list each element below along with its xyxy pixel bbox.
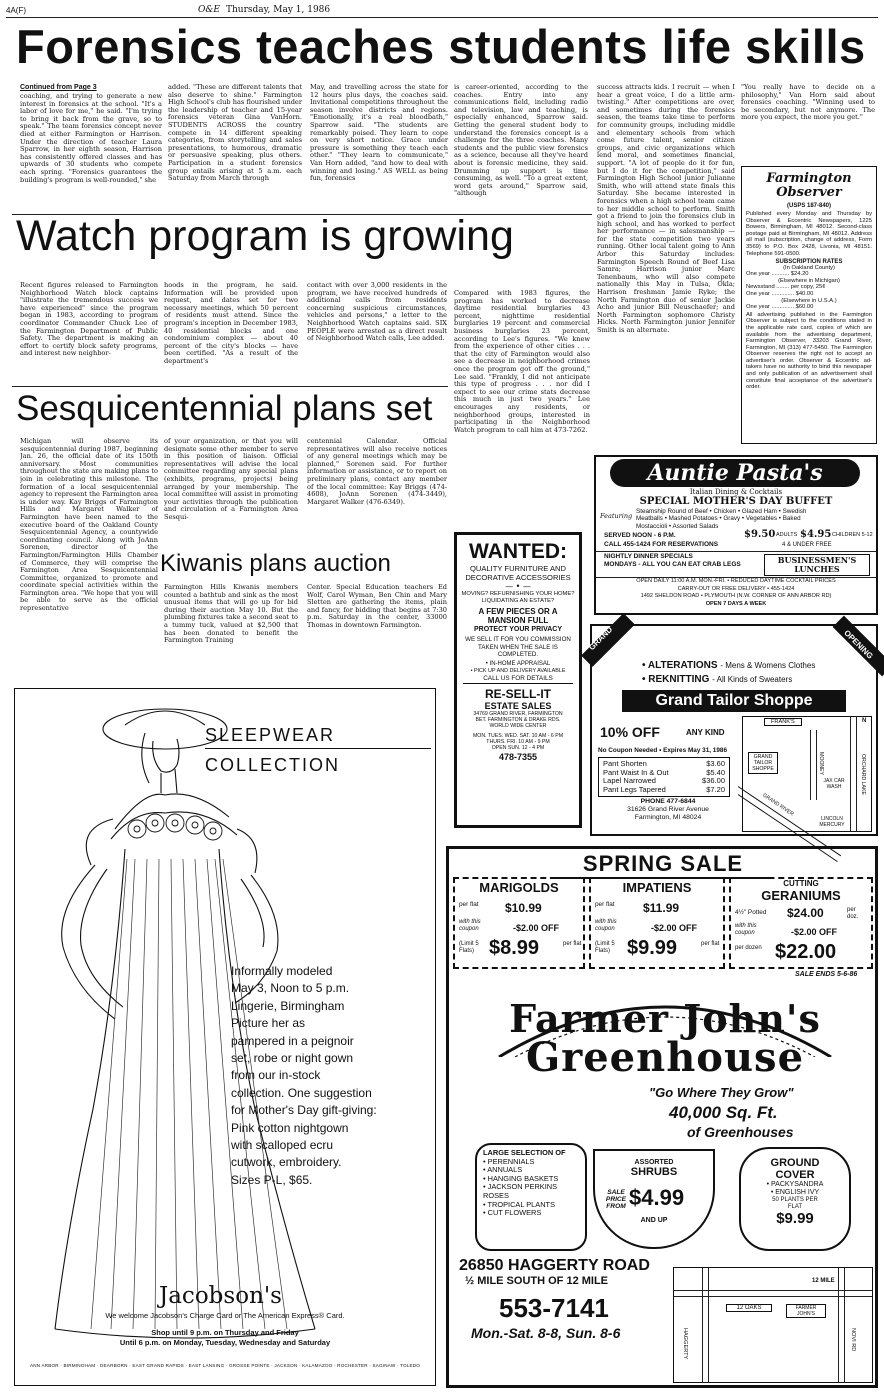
kiwanis-col-1: Farmington Hills Kiwanis members counted a bathtub and sink as the most unusual items that will go up for bid during their auction May 10. But the plumbing fixtures take a second seat to a tummy tuck, valued at $2,500 that has been donated to benefit the Farmington Training — [164, 584, 298, 645]
children-label: CHILDREN 5-12 — [832, 532, 873, 538]
price-row: Pant Shorten $3.60 — [603, 759, 725, 768]
grand-tailor-ad — [587, 624, 878, 836]
child-price: $4.95 — [800, 529, 832, 540]
resellit-world: WORLD WIDE CENTER — [489, 723, 547, 730]
tailor-off: 10% OFF — [600, 724, 660, 740]
map-shop: GRAND TAILOR SHOPPE — [748, 752, 778, 774]
farmer-johns-name: Farmer John's — [509, 996, 821, 1041]
tailor-contact: PHONE 477-6844 31626 Grand River Avenue Farmington, MI 48024 — [627, 798, 709, 821]
resellit-hours-3: OPEN SUN. 12 - 4 PM — [491, 745, 545, 752]
sesqui-col-2: of your organization, or that you will designate some other member to serve in this position of liaison. Official representatives will advise the local committee regarding any special plans (exhibits, programs, projects) being arranged by your membership. The local committee will assist in promoting your activities through the publication and circulation of a Farmington Area Sesqui- — [164, 438, 298, 521]
forensics-col-4: is career-oriented, according to the coaches. Entry into any communications field, including radio and television, law and teaching, is especially enhanced, Sparrow said. Getting the general student body to understand the forensics concept is a challenge for the three coaches. Many students and the public view forensics as a science, because all they've heard about is forensic medicine, they said. Drumming up support is time consuming, as well. "To a great extent, word gets around," Sparrow said, "although — [454, 84, 588, 198]
farm-map — [673, 1267, 873, 1383]
forensics-headline: Forensics teaches students life skills — [16, 20, 866, 73]
jacobsons-ad — [14, 688, 436, 1386]
watch-col-3: contact with over 3,000 residents in the program, we have received hundreds of additional calls from residents concerning suspicious circumstances, vehicles and persons," a letter to the Neighborhood Watch captains said. SIX PEOPLE were arrested as a direct result of Neighborhood Watch calls, Lee added. — [307, 282, 447, 343]
jacobsons-copy: Informally modeled May 3, Noon to 5 p.m. Lingerie, Birmingham Picture her as pampered in a peignoir set, robe or night gown from our in-stock collection. One suggestion for Mother's Day gift-giving: Pink cotton nightgown with scalloped ecru cutwork, embroidery. Sizes P-L, $65. — [231, 964, 377, 1187]
watch-headline: Watch program is growing — [16, 212, 514, 260]
auntie-biz: BUSINESSMEN'S LUNCHES — [764, 554, 870, 576]
wanted-ad: WANTED: QUALITY FURNITURE AND DECORATIVE ACCESSORIES — • — MOVING? REFURNISHING YOUR HOME? LIQUIDATING AN ESTATE? A FEW PIECES OR A MANSION FULL PROTECT YOUR PRIVACY WE SELL IT FOR YOU COMMISSION TAKEN WHEN THE SALE IS COMPLETED. • IN-HOME APPRAISAL • PICK UP AND DELIVERY AVAILABLE CALL US FOR DETAILS RE-SELL-IT ESTATE SALES 34769 GRAND RIVER, FARMINGTON BET. FARMINGTON & DRAKE RDS. WORLD WIDE CENTER MON. TUES. WED. SAT. 10 AM - 6 PM THURS. FRI. 10 AM - 9 PM OPEN SUN. 12 - 4 PM 478-7355 — [454, 532, 582, 828]
map-12-oaks: 12 OAKS — [726, 1304, 772, 1312]
auntie-call: CALL 455-1424 FOR RESERVATIONS — [604, 541, 719, 548]
continued-note: Continued from Page 3 — [20, 84, 97, 91]
tailor-map — [742, 716, 872, 832]
sale-ends: SALE ENDS 5-6-86 — [795, 971, 858, 978]
page-folio: 4A(F) — [6, 6, 26, 15]
observer-usps: (USPS 187-840) — [786, 203, 832, 209]
resellit-addr: 34769 GRAND RIVER, FARMINGTON — [473, 710, 563, 717]
auntie-pastas-ad — [594, 455, 878, 615]
kiwanis-headline: Kiwanis plans auction — [160, 550, 391, 577]
farmer-johns-ad — [446, 846, 878, 1388]
tailor-alterations: • ALTERATIONS - Mens & Womens Clothes — [642, 660, 816, 671]
coupon-marigolds: MARIGOLDS per flat $10.99 with this coupon -$2.00 OFF (Limit 5 Flats) $8.99 per flat — [453, 877, 585, 969]
greenhouse-name: Greenhouse — [525, 1034, 805, 1081]
rate-2: Newsstand ........ per copy, 25¢ — [746, 284, 826, 291]
auntie-name: Auntie Pasta's — [647, 460, 823, 486]
map-haggerty: HAGGERTY — [682, 1328, 688, 1360]
auntie-under: 4 & UNDER FREE — [782, 542, 832, 548]
wanted-few: A FEW PIECES OR A MANSION FULL — [478, 607, 558, 626]
jacobsons-hours-1: Shop until 9 p.m. on Thursday and Friday — [151, 1328, 299, 1337]
price-row: Pant Legs Tapered $7.20 — [603, 784, 725, 794]
auntie-menu: Steamship Round of Beef • Chicken • Glazed Ham • Swedish Meatballs • Mashed Potatoes • Gravy • Vegetables • Baked Mostaccioli • Assorted Salads — [636, 508, 807, 530]
page-date: Thursday, May 1, 1986 — [226, 5, 331, 15]
sesqui-headline: Sesquicentennial plans set — [16, 389, 433, 428]
grand-ribbon: GRAND — [587, 624, 615, 653]
rates-title: SUBSCRIPTION RATES — [775, 259, 843, 266]
rate-1b: (Elsewhere in Michigan) — [778, 277, 840, 284]
jacobsons-charge: We welcome Jacobson's Charge Card or The American Express® Card. — [105, 1311, 345, 1320]
tailor-name: Grand Tailor Shoppe — [622, 690, 846, 712]
wanted-question: MOVING? REFURNISHING YOUR HOME? LIQUIDATING AN ESTATE? — [461, 591, 575, 605]
auntie-sub: Italian Dining & Cocktails — [689, 488, 783, 496]
tailor-off-sub: ANY KIND — [686, 728, 725, 737]
sleepwear-line2: COLLECTION — [205, 755, 341, 775]
wanted-call: CALL US FOR DETAILS — [463, 675, 573, 684]
resellit-name: RE-SELL-IT — [485, 686, 551, 701]
wanted-items: QUALITY FURNITURE AND DECORATIVE ACCESSORIES — [465, 564, 571, 582]
forensics-col-1: coaching, and trying to generate a new interest in forensics at the school. "It's a labor of love for me," he said. "I'm trying to bring it back from the grave, so to speak." The team forensics concept never died at either Farmington or Harrison. Under the direction of teacher Laura Sparrow, in her eighth season, Harrison has consistently offered classes and has upwards of 30 students who compete each spring. "Forensics guarantees the building's program is well-rounded," she — [20, 93, 162, 184]
kiwanis-col-2: Center. Special Education teachers Ed Wolf, Carol Wyman, Ben Chin and Mary Sletten are gathering the items, plain and fancy, for bidding that begins at 7:30 p.m. Saturday in the center, 33000 Thomas in downtown Farmington. — [307, 584, 447, 629]
jacobsons-logo: Jacobson's — [159, 1283, 282, 1309]
auntie-special: SPECIAL MOTHER'S DAY BUFFET — [639, 496, 833, 507]
observer-nameplate: Farmington Observer — [766, 171, 852, 200]
rates-sub: (In Oakland County) — [783, 265, 835, 272]
wanted-sell: WE SELL IT FOR YOU COMMISSION TAKEN WHEN THE SALE IS COMPLETED. — [465, 636, 571, 659]
rate-1: One year ........... $24.20 — [746, 271, 809, 278]
resellit-between: BET. FARMINGTON & DRAKE RDS. — [475, 717, 561, 724]
auntie-footer: OPEN DAILY 11:00 A.M. MON.-FRI. • REDUCED DAYTIME COCKTAIL PRICES CARRY-OUT OR FREE DELIVERY • 455-1424 1492 SHELDON ROAD • PLYMOUTH (N.W. CORNER OF ANN ARBOR RD) OPEN 7 DAYS A WEEK — [636, 578, 836, 607]
map-orchard: ORCHARD LAKE — [860, 754, 866, 795]
map-north: N — [862, 718, 867, 724]
adults-label: ADULTS — [776, 532, 798, 538]
resellit-phone: 478-7355 — [498, 751, 538, 762]
price-row: Pant Waist In & Out $5.40 — [603, 767, 725, 777]
auntie-nightly: NIGHTLY DINNER SPECIALS MONDAYS - ALL YOU CAN EAT CRAB LEGS — [604, 553, 741, 568]
adult-price: $9.50 — [744, 529, 776, 540]
observer-info: Published every Monday and Thursday by Observer & Eccentric Newspapers, 1225 Bowers, Birmingham, MI 48012. Second-class postage paid at Birmingham, MI 48012. Address all mail (subscription, change of address, Form 3569) to P.O. Box 2428, Livonia, MI 48151. Telephone 591-0500. — [746, 211, 872, 257]
map-farmer-johns: FARMER JOHN'S — [786, 1304, 826, 1318]
farm-address-2: ½ MILE SOUTH OF 12 MILE — [465, 1275, 609, 1287]
wanted-appraisal: • IN-HOME APPRAISAL — [485, 660, 551, 667]
forensics-col-6: "You really have to decide on a philosophy," Van Horn said about forensics coaching. "Winning used to be secondary, but not anymore. The more you expect, the more you get." — [741, 84, 875, 122]
rate-3b: (Elsewhere in U.S.A.) — [781, 297, 837, 304]
jacobsons-hours-2: Until 6 p.m. on Monday, Tuesday, Wednesday and Saturday — [119, 1338, 331, 1347]
jacobsons-stores: ANN ARBOR · BIRMINGHAM · DEARBORN · EAST GRAND RAPIDS · EAST LANSING · GROSSE POINTE · JACKSON · KALAMAZOO · ROCHESTER · SAGINAW · TOLEDO — [29, 1363, 421, 1368]
price-row: Lapel Narrowed $36.00 — [603, 776, 725, 786]
forensics-col-3: May, and travelling across the state for 12 hours plus days, the coaches said. Invitational competitions throughout the season involve districts and regions. "Emotionally, it's a real bloodbath," Sparrow said. "The students are remarkably poised. They learn to cope on very short notice. Grace under pressure is something they teach each other." "They learn to communicate," Van Horn added, "and how to deal with winning and losing." AS WELL as being fun, forensics — [310, 84, 448, 183]
rate-4: One year .............. $60.00 — [746, 304, 814, 311]
wanted-protect: PROTECT YOUR PRIVACY — [473, 626, 563, 634]
resellit-hours-1: MON. TUES. WED. SAT. 10 AM - 6 PM — [472, 732, 564, 739]
forensics-col-2: added. "These are different talents that also deserve to shine." Farmington High School's club has flourished under the leadership of teacher and 15-year forensics veteran Gina VanHorn. STUDENTS ACROSS the country compete in 14 different speaking categories, from storytelling and sales presentations, to humorous, dramatic or persuasive speaking, plus others. Participation in a student forensics group entails arising at 5 a.m. each Saturday from March through — [168, 84, 302, 183]
paper-name: O&E — [198, 5, 220, 15]
map-lincoln: LINCOLN MERCURY — [819, 816, 845, 828]
spring-title: SPRING SALE — [553, 851, 773, 879]
sleepwear-heading — [205, 725, 431, 776]
observer-box — [741, 166, 877, 444]
forensics-col-5: success attracts kids. I recruit — when I hear a great voice, I do a little arm-twisting." After competitions are over, and sometimes during the forensics season, the teams take time to perform for community groups, including middle and elementary schools from which come future talent, senior citizen groups, and civic organizations which lend moral, and sometimes financial, support. "A lot of people do it for fun, but I do it for the competition," said Farmington High School junior Julianne Smith, who will attend state finals this Saturday. She became interested in forensics when a high school team came to her middle school to perform. Smith got a friend to join the forensics club in high school, and has worked to perfect her performance — in salesmanship — for the state competition two years running. Other local talent going to Ann Arbor this Saturday includes: Farmington Speech Round of Beef Lisa Samra; Harrison junior Marc Tenenbaum, who will also compete nationally this May in Tulsa, Okla; Harrison freshman Jamie Ryke; the North Farmington duo of senior Jackie Acho and junior Bill Neuschaefer; and North Farmington sophomore Christy Hicks. North Farmington junior Jennifer Smith is an alternate. — [597, 84, 735, 334]
watch-col-2: hoods in the program, he said. Information will be provided upon request, and dates set for two necessary meetings, which 50 percent of residents must attend. Since the program's inception in December 1983, 40 residential blocks and one condominium complex — about 40 percent of the city's blocks — have been certified. "As a result of the department's — [164, 282, 298, 365]
resellit-estate: ESTATE SALES — [484, 700, 552, 711]
ground-cover: GROUND COVER • PACKYSANDRA • ENGLISH IVY 50 PLANTS PER FLAT $9.99 — [739, 1147, 851, 1251]
coupon-geraniums: CUTTING GERANIUMS 4½" Potted $24.00 per doz. with this coupon -$2.00 OFF per dozen $22.00 — [729, 877, 873, 969]
slogan: "Go Where They Grow" — [649, 1085, 794, 1100]
coupon-impatiens: IMPATIENS per flat $11.99 with this coupon -$2.00 OFF (Limit 5 Flats) $9.99 per flat — [589, 877, 725, 969]
map-grand-river: GRAND RIVER — [761, 792, 795, 818]
watch-col-1: Recent figures released to Farmington Neighborhood Watch block captains "illustrate the tremendous success we have experienced" since the program began in 1983, according to program coordinator Commander Chuck Lee of the Farmington Department of Public Safety. The department is making an effort to certify block safety programs, and interest new neighbor- — [20, 282, 158, 358]
auntie-served: SERVED NOON - 6 P.M. — [604, 532, 676, 539]
wanted-title: WANTED: — [469, 540, 567, 563]
watch-col-4: Compared with 1983 figures, the program has worked to decrease daytime residential burglaries 43 percent, nighttime residential burglaries 19 percent and commercial business burglaries 23 percent, according to Lee's figures. "We knew from the experience of other cities . . . that the city of Farmington would also see a decrease in neighborhood crimes once the program got off the ground," Lee said. "Frankly, I did not anticipate this type of progress . . . nor did I expect to see our crime stats decrease this much in just two years." Lee encourages any residents, or neighborhood groups, interested in participating in the Neighborhood Watch program to call him at 473-7262. — [454, 290, 590, 434]
opening-ribbon: OPENING — [842, 628, 875, 661]
resellit-hours-2: THURS. FRI. 10 AM - 9 PM — [486, 738, 550, 745]
map-jax: JAX CAR WASH — [823, 778, 845, 790]
farm-phone: 553-7141 — [499, 1293, 609, 1323]
farm-address: 26850 HAGGERTY ROAD — [459, 1257, 650, 1274]
sesqui-col-3: centennial Calendar. Official representatives will also receive notices of any general meetings which may be planned," Sorenen said. For further information or assistance, or to report on preliminary plans, contact any member of the local committee: Kay Briggs (474-4608), JoAnn Sorenen (474-3449), Margaret Walker (476-6349). — [307, 438, 447, 506]
map-novi: NOVI RD — [850, 1328, 856, 1352]
observer-terms: All advertising published in the Farmington Observer is subject to the conditions stated in the applicable rate card, copies of which are available from the advertising department, Farmington Observer, 33203 Grand River, Farmington, MI (313) 477-5450. The Farmington Observer reserves the right not to accept an advertiser's order. Observer & Eccentric ad-takers have no authority to bind this newspaper and only publication of an advertisement shall constitute final acceptance of the advertiser's order. — [746, 311, 872, 391]
sqft: 40,000 Sq. Ft. — [669, 1103, 778, 1122]
rate-3: One year .............. $40.00 — [746, 290, 814, 297]
map-mooney: MOONEY — [818, 752, 824, 776]
sesqui-col-1: Michigan will observe its sesquicentennial during 1987, beginning Jan. 26, the official date of its 150th anniversary. Most communities throughout the state are making plans to join in celebrating this milestone. The formation of a local sesquicentennial agency to represent the Farmington area is under way. Kay Briggs of Farmington Hills and Margaret Walker of Farmington have been named to the executive board of the Oakland County Sesquicentennial Agency, a countywide coordinating council. Along with JoAnn Sorenen, director of the Farmington/Farmington Hills Chamber of Commerce, they will comprise the Farmington Area Sesquicentennial Committee, organized to promote and coordinate special activities within the Farmington area. "We hope that you will be able to serve as the official representative — [20, 438, 158, 613]
shrubs-tulip: ASSORTED SHRUBS SALE PRICE FROM $4.99 AND UP — [593, 1149, 715, 1249]
tailor-prices — [598, 757, 730, 797]
large-selection: LARGE SELECTION OF • PERENNIALS • ANNUALS • HANGING BASKETS • JACKSON PERKINS ROSES • TROPICAL PLANTS • CUT FLOWERS — [475, 1143, 587, 1251]
map-12-mile: 12 MILE — [812, 1278, 835, 1284]
tailor-reknitting: • REKNITTING - All Kinds of Sweaters — [642, 674, 793, 685]
sleepwear-line1: SLEEPWEAR — [205, 725, 431, 749]
wanted-pickup: • PICK UP AND DELIVERY AVAILABLE — [470, 667, 566, 674]
of-greenhouses: of Greenhouses — [687, 1124, 794, 1140]
tailor-coupon: No Coupon Needed • Expires May 31, 1986 — [598, 747, 728, 754]
map-franks: FRANK'S — [764, 718, 802, 726]
farm-hours: Mon.-Sat. 8-8, Sun. 8-6 — [471, 1325, 621, 1341]
auntie-featuring: Featuring — [600, 512, 633, 520]
